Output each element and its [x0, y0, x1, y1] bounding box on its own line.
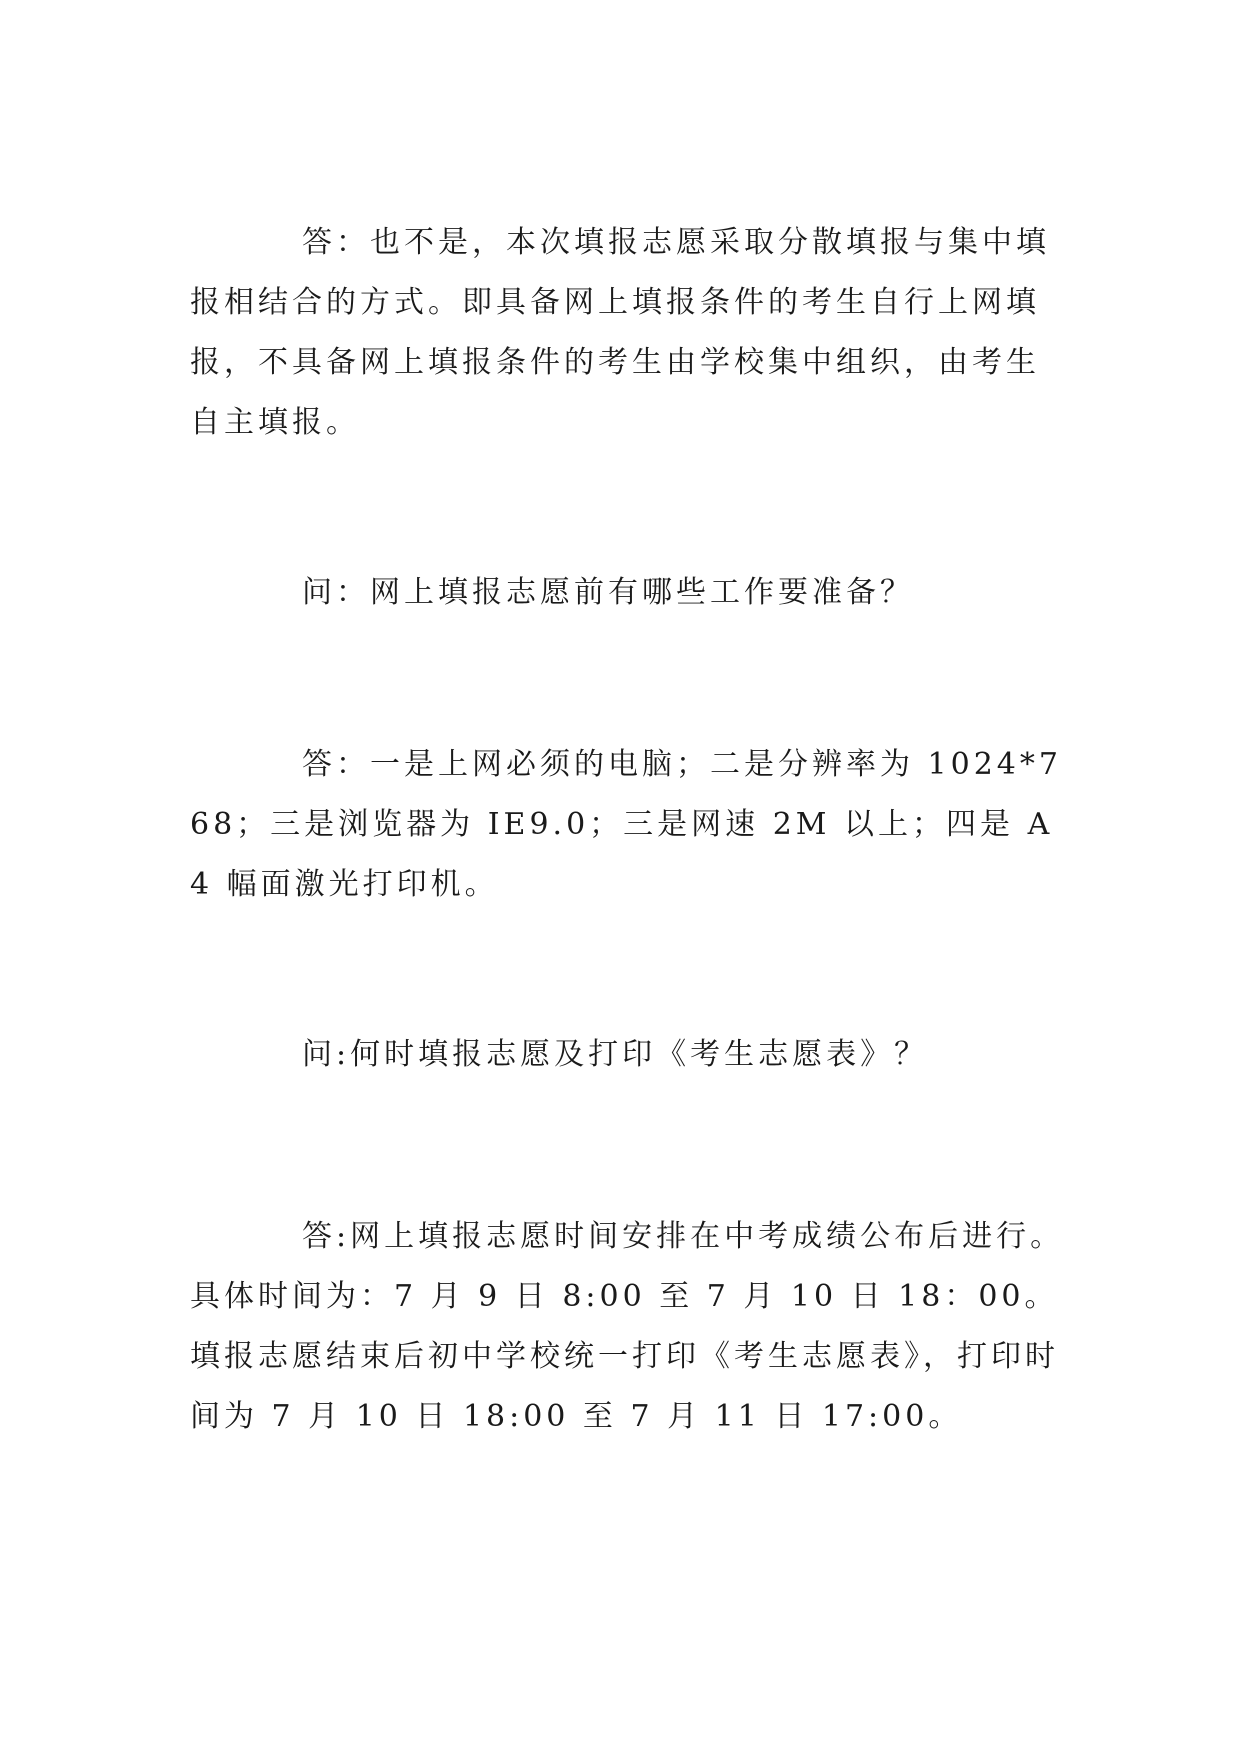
- answer-paragraph: 答：一是上网必须的电脑；二是分辨率为 1024*768；三是浏览器为 IE9.0；三是网速 2M 以上；四是 A4 幅面激光打印机。: [190, 747, 1062, 902]
- question-paragraph: 问:何时填报志愿及打印《考生志愿表》？: [302, 1037, 929, 1072]
- answer-paragraph: 答:网上填报志愿时间安排在中考成绩公布后进行。具体时间为：7 月 9 日 8:00 至 7 月 10 日 18：00。填报志愿结束后初中学校统一打印《考生志愿表》，打印时间为 7 月 10 日 18:00 至 7 月 11 日 17:00。: [190, 1219, 1065, 1434]
- answer-paragraph: 答：也不是，本次填报志愿采取分散填报与集中填报相结合的方式。即具备网上填报条件的考生自行上网填报，不具备网上填报条件的考生由学校集中组织，由考生自主填报。: [190, 225, 1050, 440]
- question-paragraph: 问：网上填报志愿前有哪些工作要准备？: [302, 575, 914, 610]
